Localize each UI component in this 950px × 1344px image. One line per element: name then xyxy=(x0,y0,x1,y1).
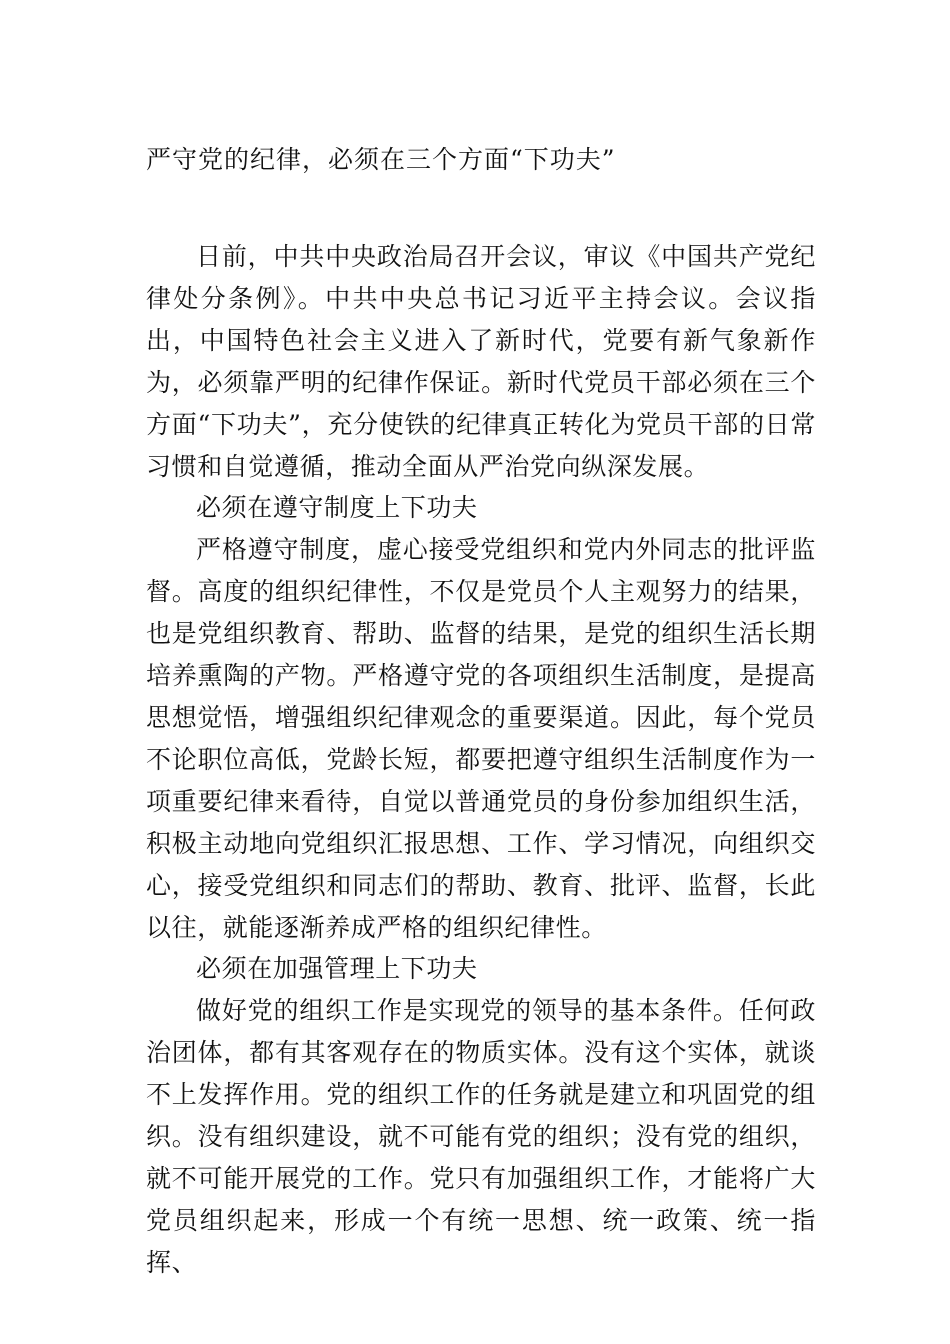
intro-paragraph: 日前，中共中央政治局召开会议，审议《中国共产党纪律处分条例》。中共中央总书记习近平主持会议。会议指出，中国特色社会主义进入了新时代，党要有新气象新作为，必须靠严明的纪律作保证。新时代党员干部必须在三个方面“下功夫”，充分使铁的纪律真正转化为党员干部的日常习惯和自觉遵循，推动全面从严治党向纵深发展。 xyxy=(146,242,816,481)
section-heading-1: 必须在遵守制度上下功夫 xyxy=(196,493,478,523)
section-heading-2: 必须在加强管理上下功夫 xyxy=(196,954,478,984)
document-title: 严守党的纪律，必须在三个方面“下功夫” xyxy=(146,145,616,174)
section-paragraph-1: 严格遵守制度，虚心接受党组织和党内外同志的批评监督。高度的组织纪律性，不仅是党员个人主观努力的结果，也是党组织教育、帮助、监督的结果，是党的组织生活长期培养熏陶的产物。严格遵守党的各项组织生活制度，是提高思想觉悟，增强组织纪律观念的重要渠道。因此，每个党员不论职位高低，党龄长短，都要把遵守组织生活制度作为一项重要纪律来看待，自觉以普通党员的身份参加组织生活，积极主动地向党组织汇报思想、工作、学习情况，向组织交心，接受党组织和同志们的帮助、教育、批评、监督，长此以往，就能逐渐养成严格的组织纪律性。 xyxy=(146,535,816,942)
document-body xyxy=(146,236,816,1284)
section-paragraph-2: 做好党的组织工作是实现党的领导的基本条件。任何政治团体，都有其客观存在的物质实体。没有这个实体，就谈不上发挥作用。党的组织工作的任务就是建立和巩固党的组织。没有组织建设，就不可能有党的组织；没有党的组织，就不可能开展党的工作。党只有加强组织工作，才能将广大党员组织起来，形成一个有统一思想、统一政策、统一指挥、 xyxy=(146,996,816,1277)
